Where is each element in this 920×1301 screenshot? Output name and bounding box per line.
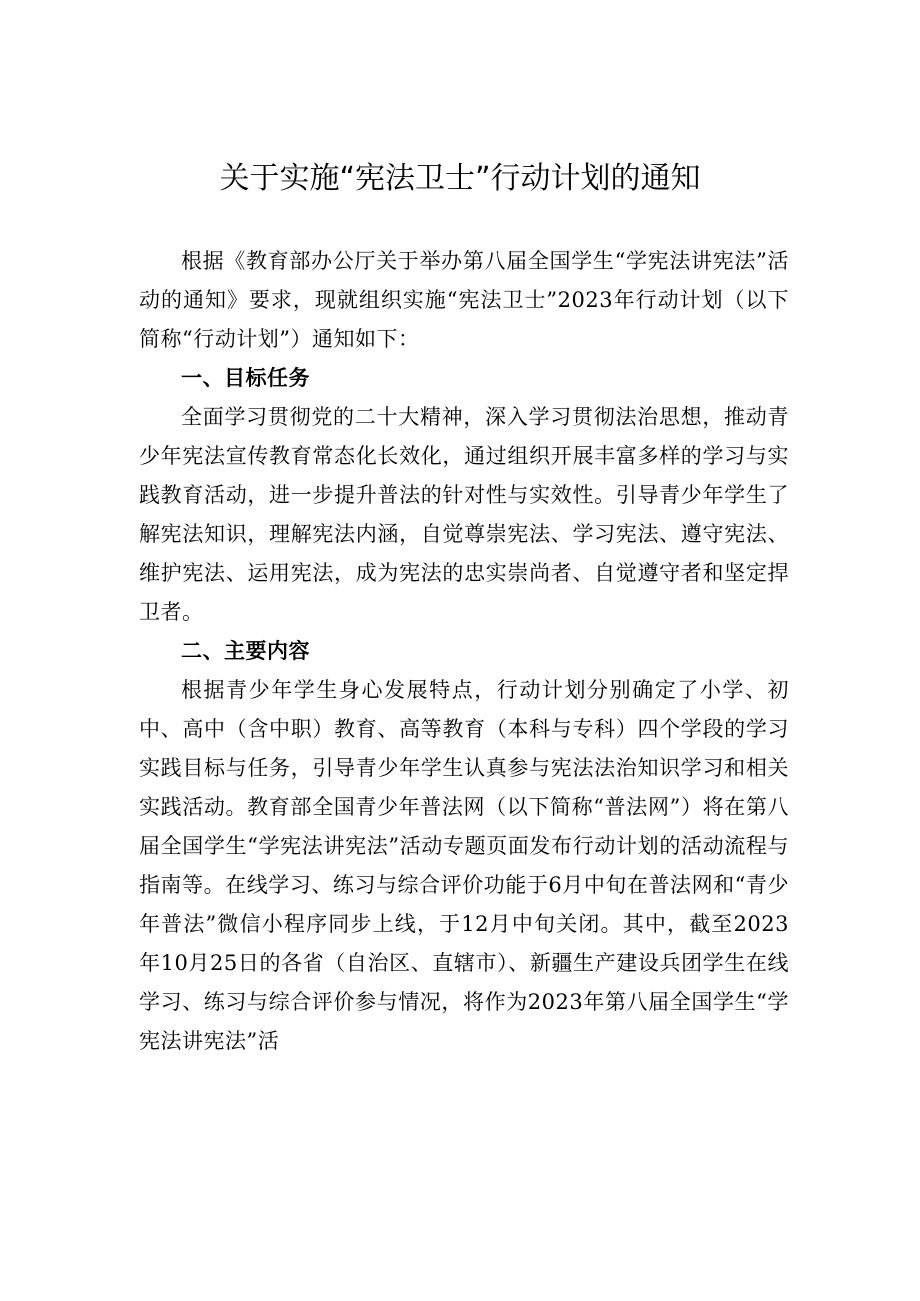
intro-paragraph: 根据《教育部办公厅关于举办第八届全国学生“学宪法讲宪法”活动的通知》要求，现就组织实施“宪法卫士”2023年行动计划（以下简称“行动计划”）通知如下： bbox=[139, 249, 789, 351]
section-paragraph-content: 根据青少年学生身心发展特点，行动计划分别确定了小学、初中、高中（含中职）教育、高等教育（本科与专科）四个学段的学习实践目标与任务，引导青少年学生认真参与宪法法治知识学习和相关实践活动。教育部全国青少年普法网（以下简称“普法网”）将在第八届全国学生“学宪法讲宪法”活动专题页面发布行动计划的活动流程与指南等。在线学习、练习与综合评价功能于6月中旬在普法网和“青少年普法”微信小程序同步上线，于12月中旬关闭。其中，截至2023年10月25日的各省（自治区、直辖市）、新疆生产建设兵团学生在线学习、练习与综合评价参与情况，将作为2023年第八届全国学生“学宪法讲宪法”活 bbox=[139, 678, 789, 1053]
section-paragraph-goals: 全面学习贯彻党的二十大精神，深入学习贯彻法治思想，推动青少年宪法宣传教育常态化长效化，通过组织开展丰富多样的学习与实践教育活动，进一步提升普法的针对性与实效性。引导青少年学生了解宪法知识，理解宪法内涵，自觉尊崇宪法、学习宪法、遵守宪法、维护宪法、运用宪法，成为宪法的忠实崇尚者、自觉遵守者和坚定捍卫者。 bbox=[139, 405, 789, 624]
document-body bbox=[139, 242, 789, 1061]
section-heading-goals: 一、目标任务 bbox=[181, 366, 310, 390]
section-heading-content: 二、主要内容 bbox=[181, 639, 310, 663]
document-title: 关于实施“宪法卫士”行动计划的通知 bbox=[219, 161, 701, 196]
